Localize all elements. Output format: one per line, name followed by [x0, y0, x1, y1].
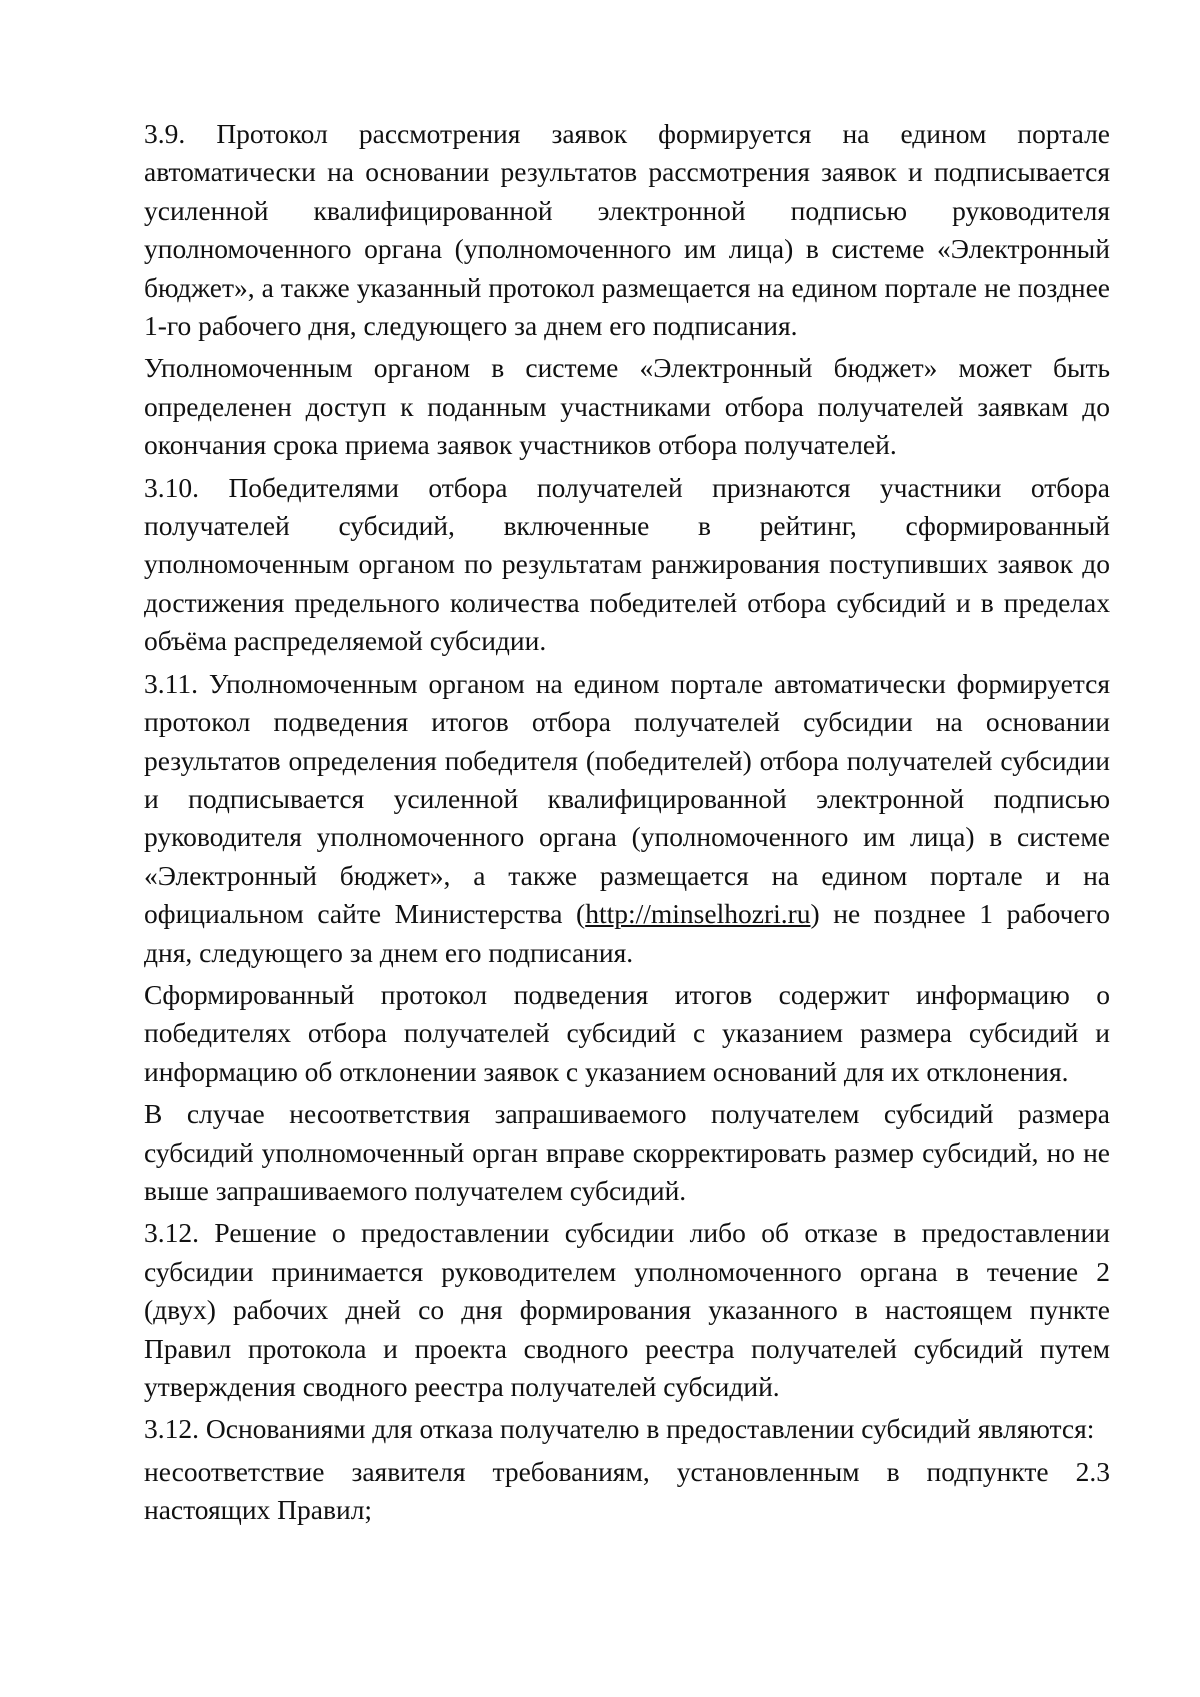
- paragraph-access: Уполномоченным органом в системе «Электронный бюджет» может быть определенен доступ к поданным участниками отбора получателей заявкам до окончания срока приема заявок участников отбора получателей.: [144, 352, 1110, 461]
- paragraph-noncompliance: несоответствие заявителя требованиям, установленным в подпункте 2.3 настоящих Правил;: [144, 1455, 1110, 1526]
- paragraph-protocol-content: Сформированный протокол подведения итогов содержит информацию о победителях отбора получателей субсидий с указанием размера субсидий и информацию об отклонении заявок с указанием оснований для их отклонения.: [144, 978, 1110, 1087]
- paragraph-3-12-grounds: 3.12. Основаниями для отказа получателю в предоставлении субсидий являются:: [144, 1413, 1095, 1445]
- paragraph-3-11: [144, 665, 1110, 972]
- paragraph-3-9: 3.9. Протокол рассмотрения заявок формируется на едином портале автоматически на основании результатов рассмотрения заявок и подписывается усиленной квалифицированной электронной подписью руководителя уполномоченного органа (уполномоченного им лица) в системе «Электронный бюджет», а также указанный протокол размещается на едином портале не позднее 1-го рабочего дня, следующего за днем его подписания.: [144, 118, 1110, 342]
- paragraph-3-11-text-before: 3.11. Уполномоченным органом на едином портале автоматически формируется протокол подведения итогов отбора получателей субсидии на основании результатов определения победителя (победителей) отбора получателей субсидии и подписывается усиленной квалифицированной электронной подписью руководителя уполномоченного органа (уполномоченного им лица) в системе «Электронный бюджет», а также размещается на едином портале и на официальном сайте Министерства (: [144, 667, 1110, 930]
- paragraph-3-11-text-after: ) не позднее 1 рабочего дня, следующего за днем его подписания.: [144, 898, 1110, 968]
- ministry-website-link[interactable]: http://minselhozri.ru: [585, 898, 811, 930]
- paragraph-3-12-decision: 3.12. Решение о предоставлении субсидии либо об отказе в предоставлении субсидии принимается руководителем уполномоченного органа в течение 2 (двух) рабочих дней со дня формирования указанного в настоящем пункте Правил протокола и проекта сводного реестра получателей субсидий путем утверждения сводного реестра получателей субсидий.: [144, 1217, 1110, 1402]
- document-body: [144, 115, 1110, 1534]
- paragraph-size-mismatch: В случае несоответствия запрашиваемого получателем субсидий размера субсидий уполномоченный орган вправе скорректировать размер субсидий, но не выше запрашиваемого получателем субсидий.: [144, 1098, 1110, 1206]
- paragraph-3-10: 3.10. Победителями отбора получателей признаются участники отбора получателей субсидий, включенные в рейтинг, сформированный уполномоченным органом по результатам ранжирования поступивших заявок до достижения предельного количества победителей отбора субсидий и в пределах объёма распределяемой субсидии.: [144, 471, 1110, 657]
